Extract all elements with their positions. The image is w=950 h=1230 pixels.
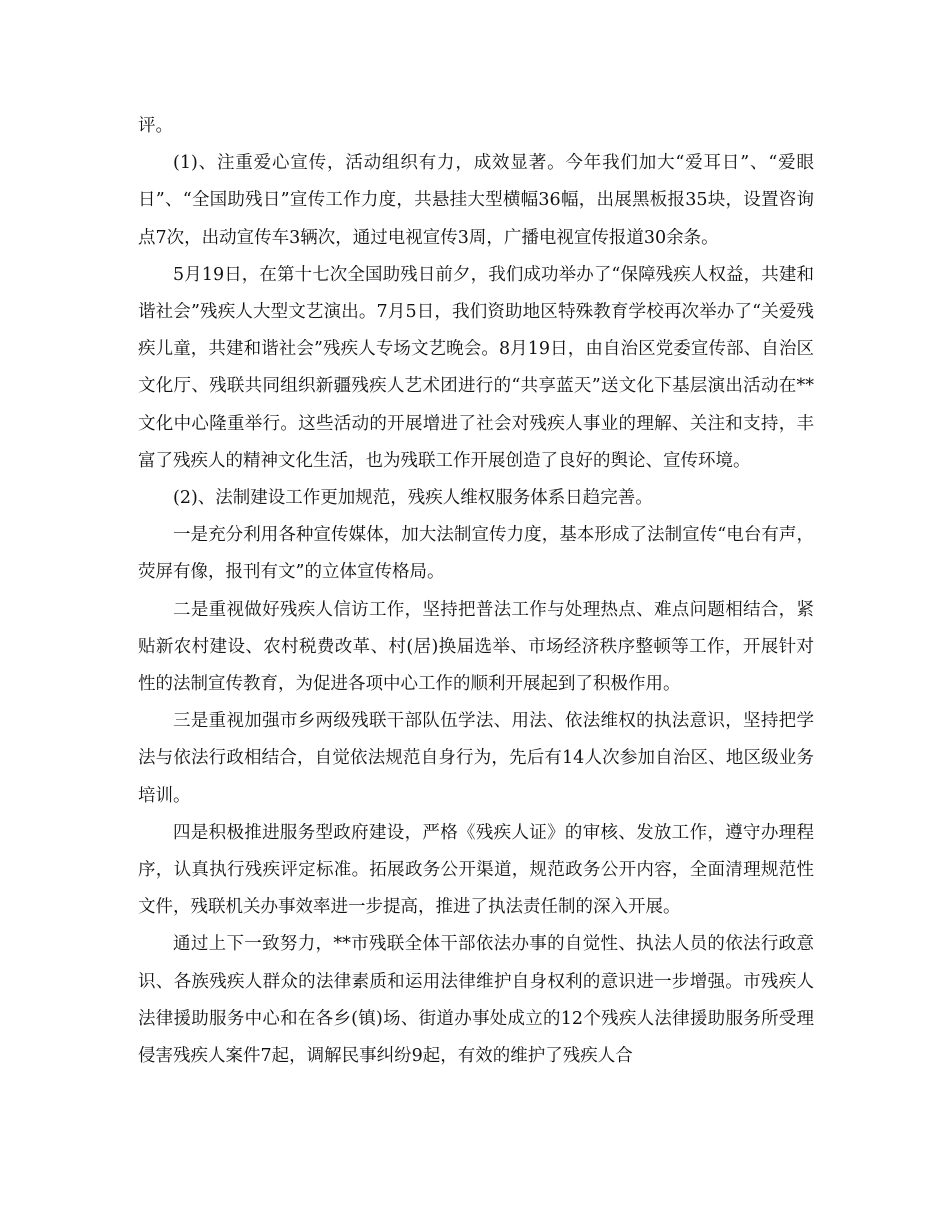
paragraph-point-two: 二是重视做好残疾人信访工作，坚持把普法工作与处理热点、难点问题相结合，紧贴新农村建设、农村税费改革、村(居)换届选举、市场经济秩序整顿等工作，开展针对性的法制宣传教育，为促进各项中心工作的顺利开展起到了积极作用。 — [138, 599, 814, 695]
paragraph-point-three: 三是重视加强市乡两级残联干部队伍学法、用法、依法维权的执法意识，坚持把学法与依法行政相结合，自觉依法规范自身行为，先后有14人次参加自治区、地区级业务培训。 — [138, 711, 814, 806]
paragraph-events: 5月19日，在第十七次全国助残日前夕，我们成功举办了“保障残疾人权益，共建和谐社会”残疾人大型文艺演出。7月5日，我们资助地区特殊教育学校再次举办了“关爱残疾儿童，共建和谐社会”残疾人专场文艺晚会。8月19日，由自治区党委宣传部、自治区文化厅、残联共同组织新疆残疾人艺术团进行的“共享蓝天”送文化下基层演出活动在**文化中心隆重举行。这些活动的开展增进了社会对残疾人事业的理解、关注和支持，丰富了残疾人的精神文化生活，也为残联工作开展创造了良好的舆论、宣传环境。 — [138, 264, 814, 471]
paragraph-point-four: 四是积极推进服务型政府建设，严格《残疾人证》的审核、发放工作，遵守办理程序，认真执行残疾评定标准。拓展政务公开渠道，规范政务公开内容，全面清理规范性文件，残联机关办事效率进一步提高，推进了执法责任制的深入开展。 — [138, 822, 814, 918]
paragraph-publicity: (1)、注重爱心宣传，活动组织有力，成效显著。今年我们加大“爱耳日”、“爱眼日”、“全国助残日”宣传工作力度，共悬挂大型横幅36幅，出展黑板报35块，设置咨询点7次，出动宣传车3辆次，通过电视宣传3周，广播电视宣传报道30余条。 — [138, 153, 814, 248]
paragraph-point-one: 一是充分利用各种宣传媒体，加大法制宣传力度，基本形成了法制宣传“电台有声，荧屏有像，报刊有文”的立体宣传格局。 — [138, 525, 814, 583]
document-body — [138, 108, 814, 1075]
paragraph-continuation: 评。 — [138, 116, 173, 136]
paragraph-summary: 通过上下一致努力，**市残联全体干部依法办事的自觉性、执法人员的依法行政意识、各族残疾人群众的法律素质和运用法律维护自身权利的意识进一步增强。市残疾人法律援助服务中心和在各乡(镇)场、街道办事处成立的12个残疾人法律援助服务所受理侵害残疾人案件7起，调解民事纠纷9起，有效的维护了残疾人合 — [138, 934, 814, 1067]
paragraph-legal-heading: (2)、法制建设工作更加规范，残疾人维权服务体系日趋完善。 — [173, 488, 653, 509]
